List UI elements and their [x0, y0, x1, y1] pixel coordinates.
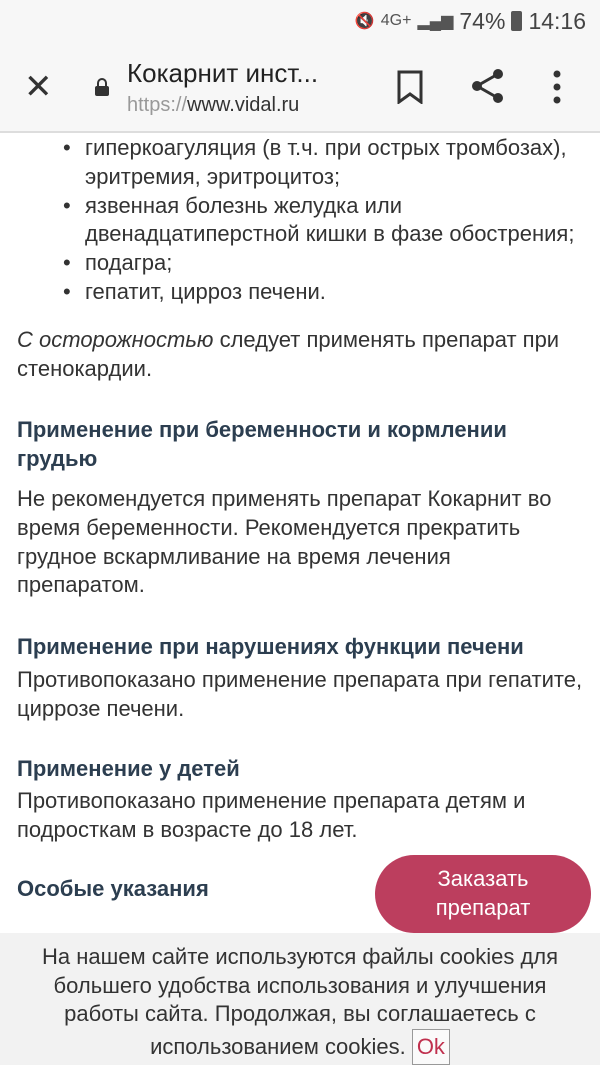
list-item: • подагра; [85, 249, 600, 278]
browser-toolbar [0, 42, 600, 133]
close-icon[interactable]: ✕ [24, 68, 53, 106]
share-icon[interactable] [470, 68, 506, 104]
section-heading: Применение при нарушениях функции печени [17, 634, 524, 660]
status-bar [0, 0, 600, 42]
section-text: Не рекомендуется применять препарат Кокарнит во время беременности. Рекомендуется прекратить грудное вскармливание на время лечения препаратом. [17, 485, 552, 598]
list-item: • язвенная болезнь желудка или двенадцатиперстной кишки в фазе обострения; [85, 192, 600, 250]
section-heading: Особые указания [17, 875, 209, 901]
contraindications-list [0, 134, 600, 307]
battery-icon [511, 11, 522, 31]
article-content [0, 134, 600, 904]
bookmark-icon[interactable] [396, 70, 424, 104]
order-drug-button[interactable]: Заказать препарат [375, 855, 591, 933]
lock-icon [94, 78, 110, 96]
more-options-icon[interactable] [552, 70, 562, 104]
signal-icon: ▂▄▆ [417, 13, 454, 30]
battery-percent: 74% [459, 7, 506, 34]
section-text: Противопоказано применение препарата при гепатите, циррозе печени. [17, 666, 583, 721]
cookie-banner [0, 933, 600, 1065]
clock: 14:16 [528, 7, 586, 34]
caution-paragraph: С осторожностью следует применять препарат при стенокардии. [17, 326, 560, 381]
list-item: • гиперкоагуляция (в т.ч. при острых тромбозах), эритремия, эритроцитоз; [85, 134, 600, 192]
cookie-text: На нашем сайте используются файлы cookies для большего удобства использования и улучшения работы сайта. Продолжая, вы соглашаетесь с использованием cookies. [41, 944, 559, 1059]
section-text: Противопоказано применение препарата детям и подросткам в возрасте до 18 лет. [17, 788, 526, 843]
section-heading: Применение у детей [17, 755, 240, 781]
list-item: • гепатит, цирроз печени. [85, 278, 600, 307]
network-icon: 4G+ [380, 12, 412, 29]
mute-icon: 🔇 [354, 13, 375, 30]
page-title: Кокарнит инст... [127, 58, 319, 88]
cookie-ok-button[interactable]: Ok [412, 1029, 450, 1065]
section-heading: Применение при беременности и кормлении грудью [17, 417, 507, 472]
page-url[interactable]: https://www.vidal.ru [127, 94, 300, 116]
